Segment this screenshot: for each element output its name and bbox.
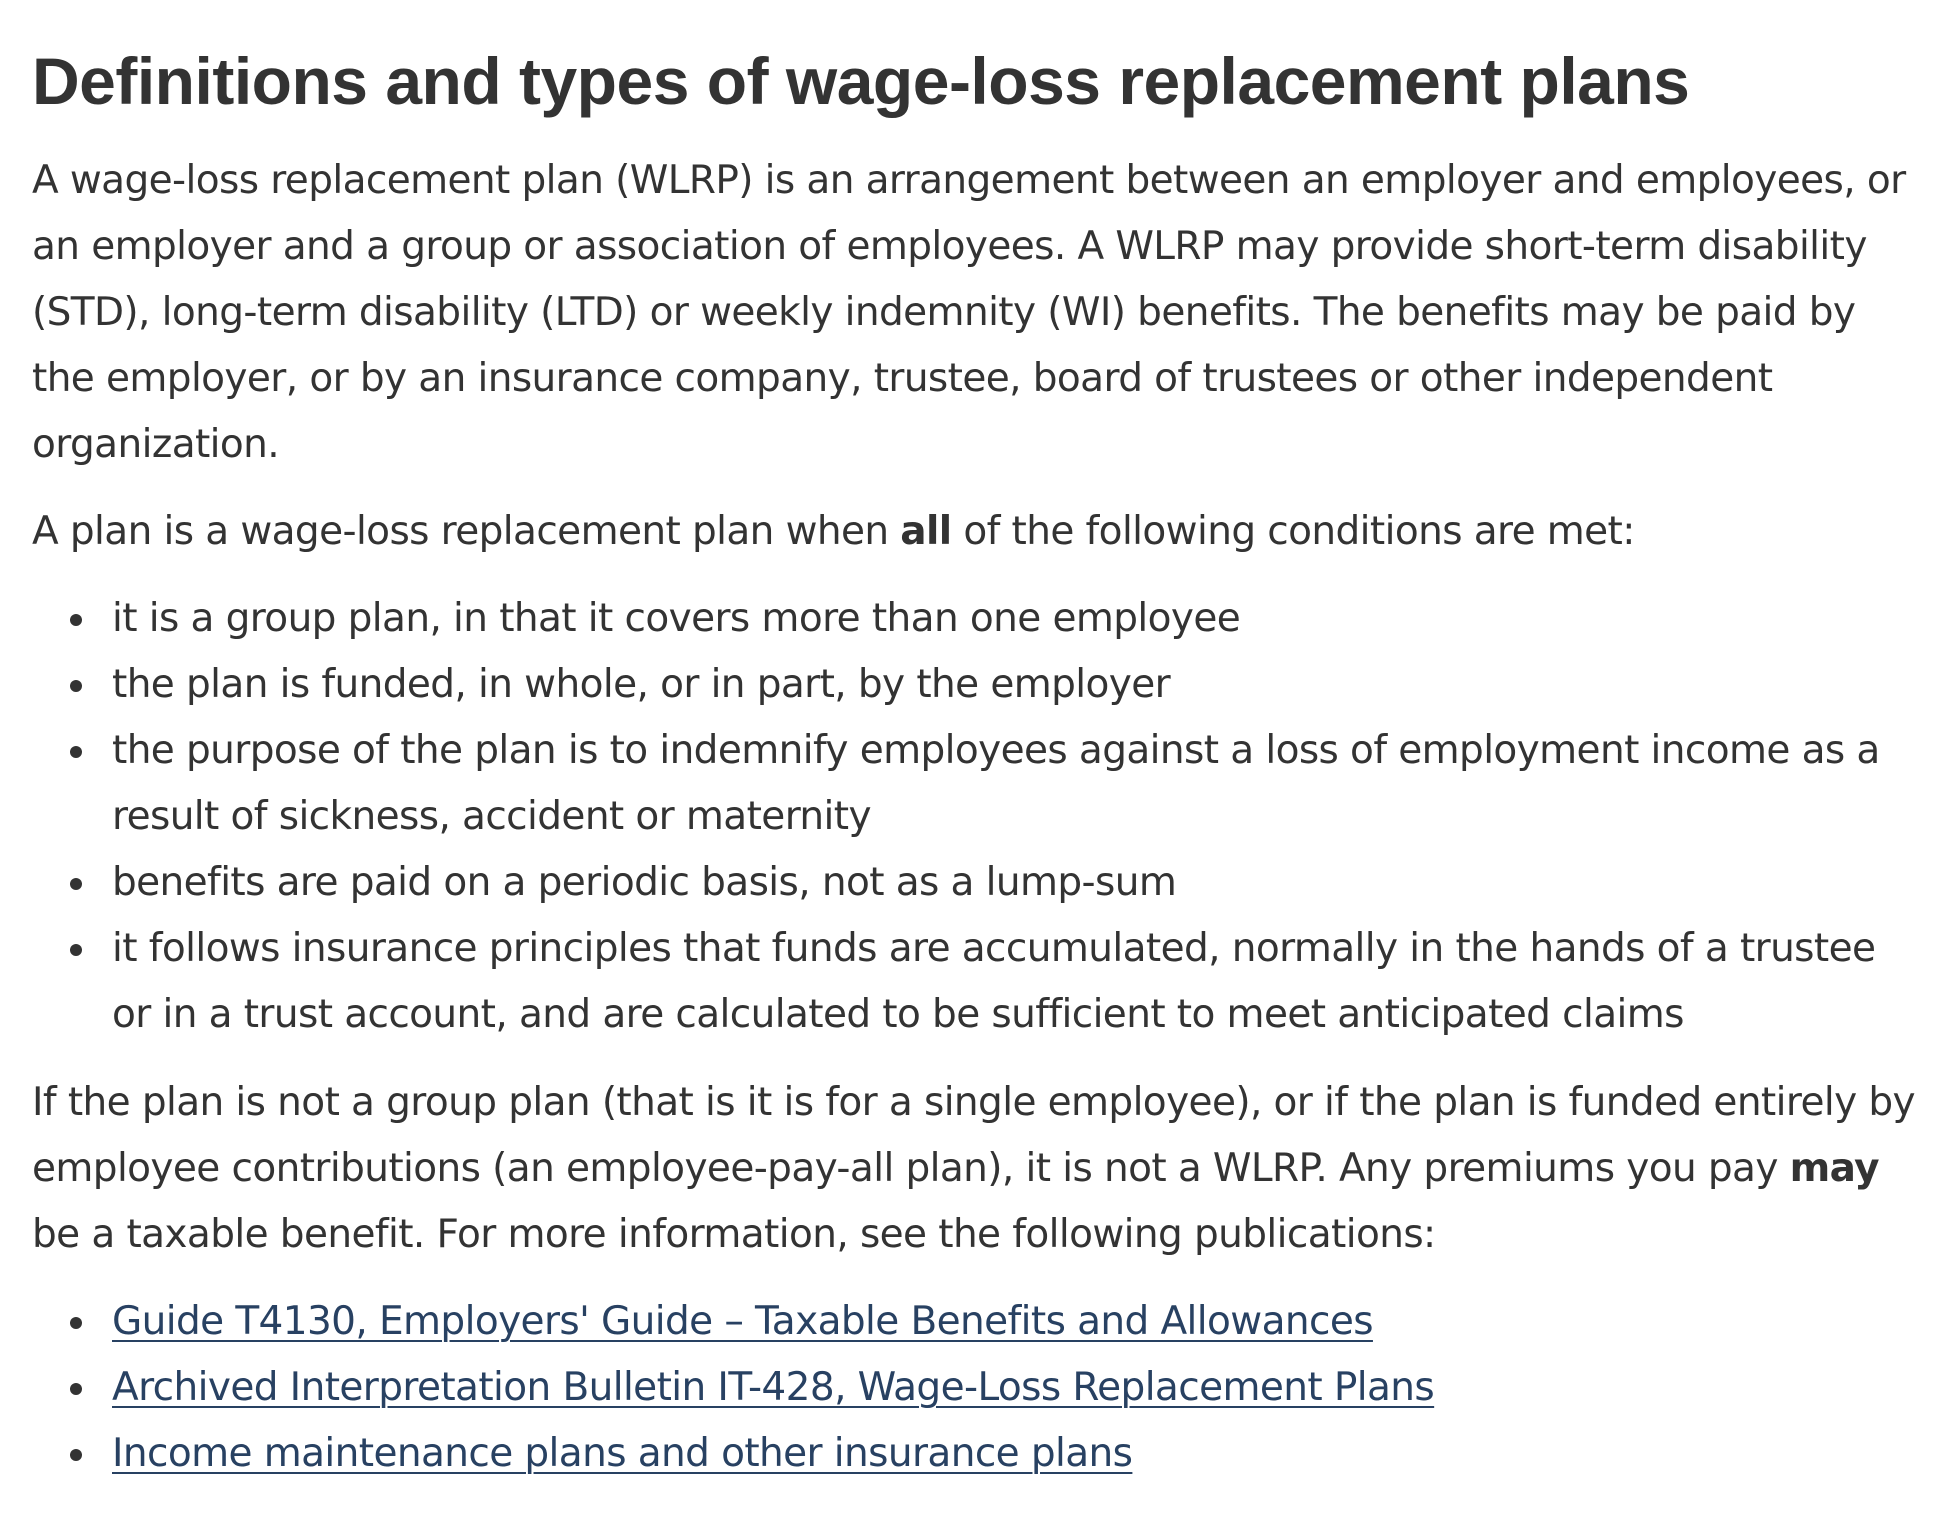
link-guide-t4130[interactable]: Guide T4130, Employers' Guide – Taxable Benefits and Allowances: [112, 1299, 1373, 1344]
page-title: Definitions and types of wage-loss replacement plans: [32, 44, 1690, 118]
intro-paragraph: A wage-loss replacement plan (WLRP) is an arrangement between an employer and employees, or an employer and a group or association of employees. A WLRP may provide short-term disability (STD), long-term disability (LTD) or weekly indemnity (WI) benefits. The benefits may be paid by the employer, or by an insurance company, trustee, board of trustees or other independent organization.: [32, 158, 1906, 467]
publication-item: [112, 1355, 1916, 1421]
publications-list: [32, 1289, 1916, 1487]
exception-text-end: be a taxable benefit. For more information, see the following publications:: [32, 1212, 1436, 1257]
condition-item: the purpose of the plan is to indemnify employees against a loss of employment income as a result of sickness, accident or maternity: [112, 718, 1916, 850]
publication-item: [112, 1289, 1916, 1355]
exception-paragraph: [32, 1070, 1916, 1268]
condition-item: benefits are paid on a periodic basis, not as a lump-sum: [112, 850, 1916, 916]
condition-item: it follows insurance principles that funds are accumulated, normally in the hands of a trustee or in a trust account, and are calculated to be sufficient to meet anticipated claims: [112, 916, 1916, 1048]
conditions-intro-emphasis: all: [900, 509, 952, 554]
publication-item: [112, 1421, 1916, 1487]
link-it-428[interactable]: Archived Interpretation Bulletin IT-428, Wage-Loss Replacement Plans: [112, 1365, 1435, 1410]
conditions-intro-text-end: of the following conditions are met:: [951, 509, 1635, 554]
conditions-list: [32, 586, 1916, 1048]
conditions-intro-paragraph: [32, 499, 1916, 565]
exception-text: If the plan is not a group plan (that is it is for a single employee), or if the plan is funded entirely by employee contributions (an employee-pay-all plan), it is not a WLRP. Any premiums you pay: [32, 1080, 1915, 1191]
exception-emphasis: may: [1789, 1146, 1879, 1191]
condition-item: it is a group plan, in that it covers more than one employee: [112, 586, 1916, 652]
conditions-intro-text: A plan is a wage-loss replacement plan when: [32, 509, 901, 554]
link-income-maintenance-plans[interactable]: Income maintenance plans and other insurance plans: [112, 1431, 1133, 1476]
condition-item: the plan is funded, in whole, or in part, by the employer: [112, 652, 1916, 718]
